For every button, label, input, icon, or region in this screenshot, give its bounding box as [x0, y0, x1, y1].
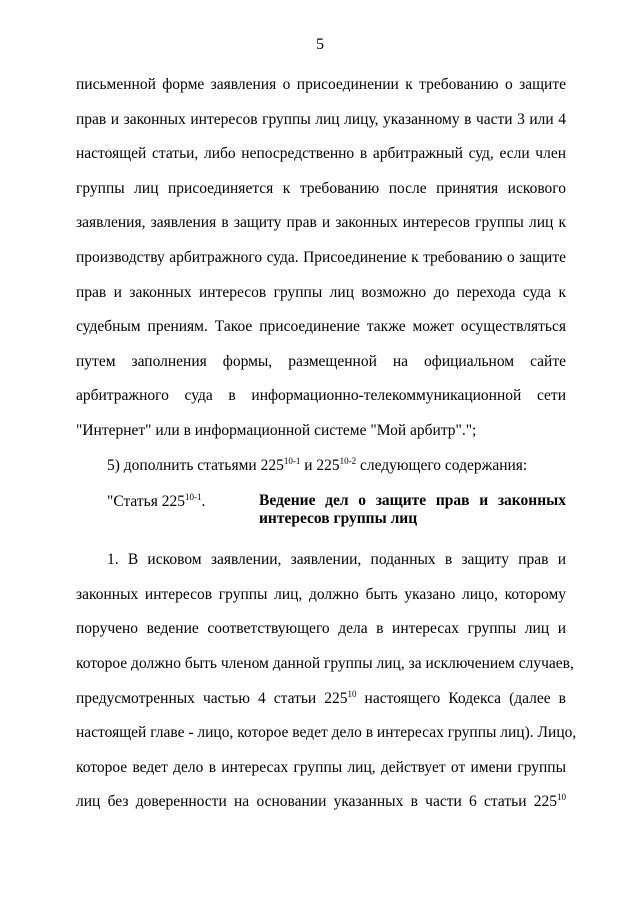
- text-line: "Интернет" или в информационной системе "Мой арбитр".";: [76, 421, 477, 439]
- text-line: группы лиц присоединяется к требованию после принятия искового: [76, 179, 566, 197]
- text-line: настоящей главе - лицо, которое ведет дело в интересах группы лиц). Лицо,: [76, 724, 577, 742]
- superscript: 10: [347, 688, 357, 699]
- text-line: прав и законных интересов группы лиц возможно до перехода суда к: [76, 283, 566, 301]
- text-line: настоящей статьи, либо непосредственно в арбитражный суд, если член: [76, 145, 566, 163]
- paragraph-continuation: [76, 75, 566, 456]
- article-label-suffix: .: [201, 493, 206, 511]
- text-line: путем заполнения формы, размещенной на официальном сайте: [76, 352, 566, 370]
- text-line: арбитражного суда в информационно-телекоммуникационной сети: [76, 387, 566, 405]
- superscript: 10-1: [185, 492, 202, 503]
- item-text: и 225: [300, 456, 340, 474]
- amendment-item-5: [76, 456, 566, 491]
- paragraph-1: [76, 550, 577, 827]
- text-line: судебным прениям. Такое присоединение также может осуществляться: [76, 318, 566, 336]
- article-label: "Статья 225: [107, 493, 185, 511]
- superscript: 10-2: [339, 455, 357, 466]
- item-text: 5) дополнить статьями 225: [107, 456, 284, 474]
- text-line: [76, 792, 566, 827]
- text-line: законных интересов группы лиц, должно быть указано лицо, которому: [76, 585, 566, 603]
- superscript: 10: [557, 792, 566, 803]
- text-line: которое ведет дело в интересах группы лиц, действует от имени группы: [76, 758, 566, 776]
- text-line: поручено ведение соответствующего дела в интересах группы лиц и: [76, 620, 566, 638]
- line-part: настоящего Кодекса (далее в: [356, 689, 566, 707]
- text-line: письменной форме заявления о присоединении к требованию о защите: [76, 76, 566, 93]
- superscript: 10-1: [283, 455, 301, 466]
- line-part: предусмотренных частью 4 статьи 225: [76, 689, 348, 707]
- article-title-line: Ведение дел о защите прав и законных: [259, 492, 566, 510]
- text-line: 1. В исковом заявлении, заявлении, поданных в защиту прав и: [107, 551, 566, 569]
- document-body: [76, 75, 577, 827]
- article-heading: [76, 492, 566, 528]
- article-number: [76, 492, 259, 512]
- item-text: следующего содержания:: [356, 456, 528, 474]
- line-part: лиц без доверенности на основании указанных в части 6 статьи 225: [76, 793, 557, 811]
- article-title-line: интересов группы лиц: [259, 510, 418, 528]
- article-title: [259, 492, 566, 528]
- text-line: производству арбитражного суда. Присоединение к требованию о защите: [76, 248, 566, 266]
- text-line: которое должно быть членом данной группы лиц, за исключением случаев,: [76, 654, 574, 672]
- page-number: 5: [316, 36, 324, 53]
- text-line: заявления, заявления в защиту прав и законных интересов группы лиц к: [76, 214, 566, 232]
- text-line: прав и законных интересов группы лиц лицу, указанному в части 3 или 4: [76, 110, 566, 128]
- text-line: [76, 689, 566, 724]
